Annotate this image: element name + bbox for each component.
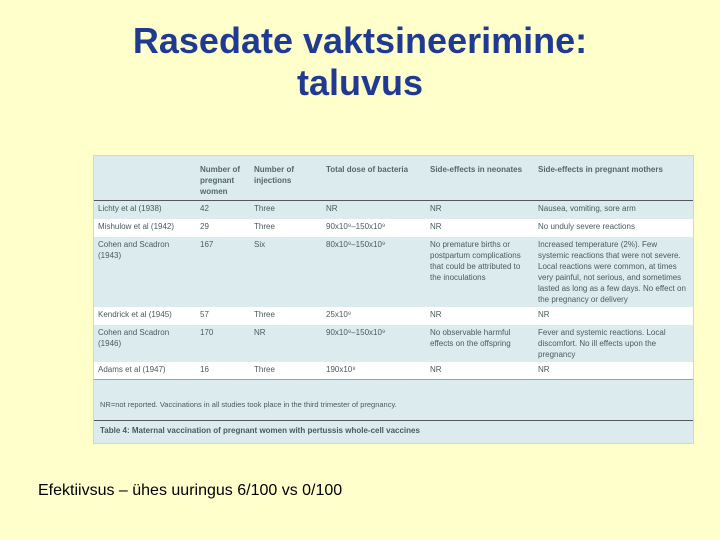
vaccination-table [94,162,693,380]
cell-mothers: Nausea, vomiting, sore arm [534,201,693,219]
cell-mothers: Increased temperature (2%). Few systemic reactions that were not severe. Local reactions were common, at times very painful, not serious, and sometimes lasted as long as a few days. No effect on the pregnancy or delivery [534,237,693,307]
title-line-2: taluvus [296,62,424,103]
table-row [94,201,693,219]
cell-study: Cohen and Scadron (1946) [94,325,196,362]
cell-mothers: Fever and systemic reactions. Local discomfort. No ill effects upon the pregnancy [534,325,693,362]
cell-study: Cohen and Scadron (1943) [94,237,196,307]
table-row [94,237,693,307]
cell-mothers: No unduly severe reactions [534,219,693,237]
caption-divider [94,420,693,421]
cell-neonates: NR [426,307,534,325]
header-injections: Number of injections [250,162,322,201]
efficacy-note: Efektiivsus – ühes uuringus 6/100 vs 0/100 [38,482,343,499]
cell-injections: Three [250,201,322,219]
cell-injections: Six [250,237,322,307]
cell-neonates: NR [426,201,534,219]
cell-mothers: NR [534,362,693,380]
title-line-1: Rasedate vaktsineerimine: [132,20,588,61]
table-row [94,325,693,362]
table-row [94,307,693,325]
table-row [94,362,693,380]
cell-dose: 80x10⁹–150x10⁹ [322,237,426,307]
cell-dose: 190x10⁹ [322,362,426,380]
cell-neonates: NR [426,219,534,237]
cell-study: Mishulow et al (1942) [94,219,196,237]
cell-mothers: NR [534,307,693,325]
cell-women: 57 [196,307,250,325]
cell-women: 42 [196,201,250,219]
header-study [94,162,196,201]
cell-injections: Three [250,362,322,380]
cell-women: 16 [196,362,250,380]
cell-dose: NR [322,201,426,219]
cell-neonates: No observable harmful effects on the offspring [426,325,534,362]
header-mothers: Side-effects in pregnant mothers [534,162,693,201]
cell-women: 170 [196,325,250,362]
table-footnote: NR=not reported. Vaccinations in all studies took place in the third trimester of pregnancy. [100,400,397,409]
cell-study: Kendrick et al (1945) [94,307,196,325]
cell-study: Adams et al (1947) [94,362,196,380]
cell-women: 167 [196,237,250,307]
cell-injections: Three [250,307,322,325]
cell-study: Lichty et al (1938) [94,201,196,219]
cell-dose: 90x10⁹–150x10⁹ [322,219,426,237]
header-neonates: Side-effects in neonates [426,162,534,201]
table-caption: Table 4: Maternal vaccination of pregnant women with pertussis whole-cell vaccines [100,426,420,435]
slide-title [0,20,720,104]
cell-women: 29 [196,219,250,237]
cell-injections: NR [250,325,322,362]
table-figure [93,155,694,444]
header-women: Number of pregnant women [196,162,250,201]
header-dose: Total dose of bacteria [322,162,426,201]
cell-dose: 25x10⁹ [322,307,426,325]
cell-neonates: No premature births or postpartum complications that could be attributed to the inoculations [426,237,534,307]
table-header-row [94,162,693,201]
table-row [94,219,693,237]
cell-dose: 90x10⁹–150x10⁹ [322,325,426,362]
cell-injections: Three [250,219,322,237]
cell-neonates: NR [426,362,534,380]
